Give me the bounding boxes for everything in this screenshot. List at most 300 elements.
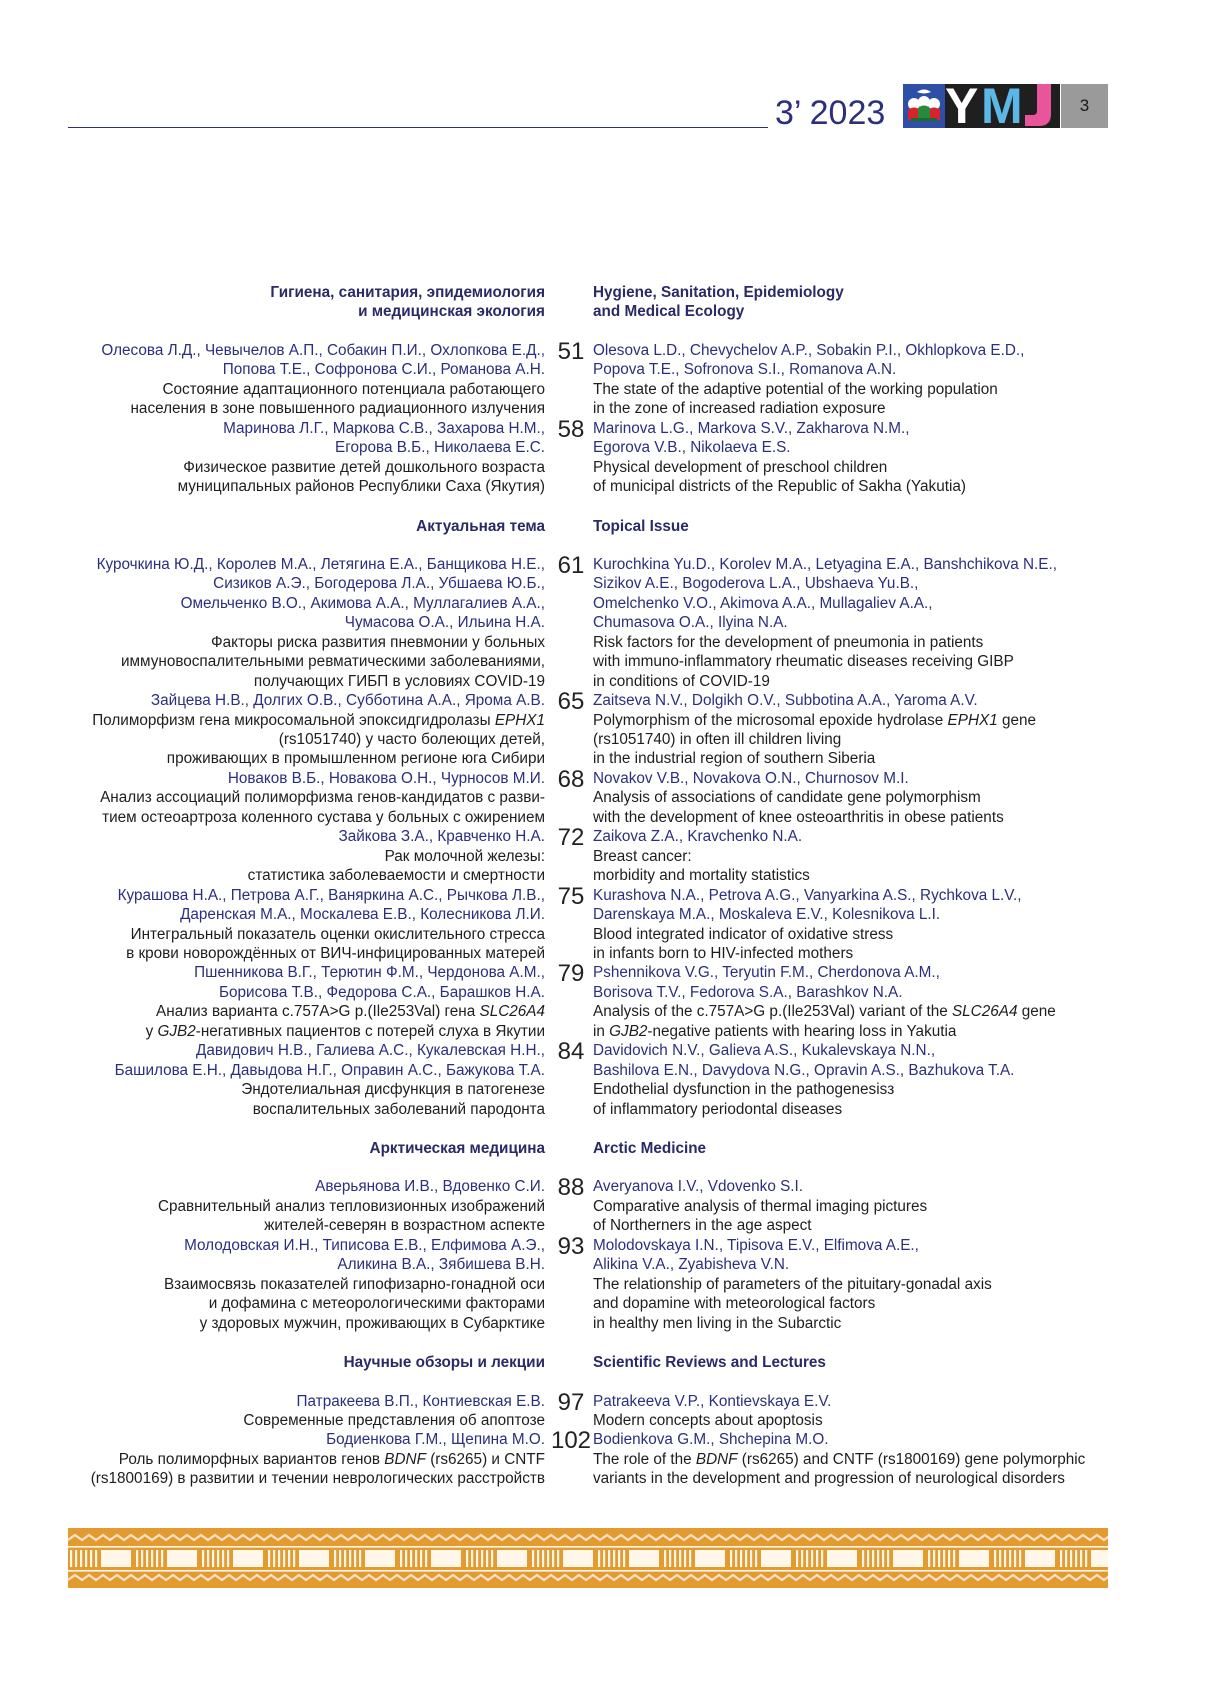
- ornament-block: [1025, 1550, 1055, 1567]
- ornament-bar: [755, 1550, 757, 1567]
- ornament-bar: [1009, 1550, 1011, 1567]
- ornament-bar: [425, 1550, 427, 1567]
- article-authors-en: Kurochkina Yu.D., Korolev M.A., Letyagina E.A., Banshchikova N.E.,: [593, 555, 1057, 573]
- ornament-bar: [141, 1550, 143, 1567]
- ornament-border-icon: [68, 1528, 1108, 1588]
- article-authors-ru: Курашова Н.А., Петрова А.Г., Ваняркина А.С., Рычкова Л.В.,: [117, 886, 545, 904]
- article-title-en: with the development of knee osteoarthritis in obese patients: [593, 808, 1004, 826]
- article-title-ru: тием остеоартроза коленного сустава у больных с ожирением: [102, 808, 545, 826]
- ornament-bar: [481, 1550, 483, 1567]
- ornament-bar: [750, 1550, 752, 1567]
- article-title-ru: воспалительных заболеваний пародонта: [252, 1100, 545, 1118]
- toc-line: [0, 788, 1208, 808]
- article-authors-ru: Аверьянова И.В., Вдовенко С.И.: [315, 1178, 545, 1196]
- toc-line: [0, 905, 1208, 925]
- toc-line: [0, 302, 1208, 322]
- article-title-en: Breast cancer:: [593, 847, 692, 865]
- ornament-bar: [217, 1550, 219, 1567]
- ornament-block: [893, 1550, 923, 1567]
- ornament-bar: [547, 1550, 549, 1567]
- ornament-bar: [90, 1550, 92, 1567]
- article-authors-ru: Аликина В.А., Зябишева В.Н.: [337, 1256, 545, 1274]
- italic-term: EPHX1: [494, 711, 545, 729]
- toc-line: [0, 337, 1208, 365]
- article-title-ru: Интегральный показатель оценки окислительного стресса: [130, 925, 545, 943]
- article-authors-en: Patrakeeva V.P., Kontievskaya E.V.: [593, 1392, 832, 1410]
- article-authors-ru: Борисова Т.В., Федорова С.А., Барашков Н.А.: [218, 983, 545, 1001]
- article-authors-en: Borisova T.V., Fedorova S.A., Barashkov N.A.: [593, 983, 903, 1001]
- article-title-en: morbidity and mortality statistics: [593, 867, 810, 885]
- toc-line: [0, 551, 1208, 579]
- article-authors-ru: Маринова Л.Г., Маркова С.В., Захарова Н.М.,: [223, 419, 545, 437]
- ornament-block: [563, 1550, 593, 1567]
- ornament-bar: [537, 1550, 539, 1567]
- section-heading-en: Arctic Medicine: [593, 1140, 707, 1157]
- ornament-bar: [420, 1550, 422, 1567]
- ornament-block: [233, 1550, 263, 1567]
- ornament-bar: [730, 1550, 732, 1567]
- ornament-block: [101, 1550, 131, 1567]
- ornament-bar: [1019, 1550, 1021, 1567]
- ornament-bar: [948, 1550, 950, 1567]
- ornament-bar: [410, 1550, 412, 1567]
- ornament-bar: [1014, 1550, 1016, 1567]
- ornament-bar: [679, 1550, 681, 1567]
- article-authors-en: Davidovich N.V., Galieva A.S., Kukalevskaya N.N.,: [593, 1042, 936, 1060]
- journal-logo: [903, 84, 1060, 128]
- article-authors-en: Kurashova N.A., Petrova A.G., Vanyarkina A.S., Rychkova L.V.,: [593, 886, 1022, 904]
- article-authors-en: Egorova V.B., Nikolaeva E.S.: [593, 439, 791, 457]
- article-title-ru: Анализ ассоциаций полиморфизма генов-кандидатов с разви-: [100, 789, 545, 807]
- ornament-line-top: [68, 1546, 1108, 1548]
- article-authors-ru: Пшенникова В.Г., Терютин Ф.М., Чердонова А.М.,: [194, 964, 545, 982]
- ornament-bar: [80, 1550, 82, 1567]
- ornament-block: [167, 1550, 197, 1567]
- toc-line: [0, 1100, 1208, 1120]
- section-heading-en: Scientific Reviews and Lectures: [593, 1354, 826, 1372]
- ornament-bar: [613, 1550, 615, 1567]
- article-authors-en: Averyanova I.V., Vdovenko S.I.: [593, 1178, 804, 1196]
- ornament-bar: [476, 1550, 478, 1567]
- ornament-bar: [938, 1550, 940, 1567]
- ornament-bar: [532, 1550, 534, 1567]
- article-title-en: The relationship of parameters of the pituitary-gonadal axis: [593, 1275, 992, 1293]
- toc-line: [0, 633, 1208, 653]
- page-number-link[interactable]: 79: [557, 960, 585, 988]
- ornament-bar: [202, 1550, 204, 1567]
- article-authors-en: Marinova L.G., Markova S.V., Zakharova N.M.,: [593, 419, 910, 437]
- issue-label: 3’ 2023: [775, 94, 886, 132]
- ornament-bar: [486, 1550, 488, 1567]
- ornament-bar: [1085, 1550, 1087, 1567]
- ornament-bar: [222, 1550, 224, 1567]
- italic-term: BDNF: [695, 1450, 738, 1468]
- article-authors-ru: Попова Т.Е., Софронова С.И., Романова А.Н.: [222, 361, 545, 379]
- ornament-bar: [212, 1550, 214, 1567]
- toc-line: [0, 765, 1208, 793]
- article-authors-en: Darenskaya M.A., Moskaleva E.V., Kolesnikova L.I.: [593, 906, 941, 924]
- ornament-bar: [1065, 1550, 1067, 1567]
- ornament-bar: [273, 1550, 275, 1567]
- ornament-bar: [207, 1550, 209, 1567]
- article-title-en: and dopamine with meteorological factors: [593, 1295, 876, 1313]
- ornament-bar: [603, 1550, 605, 1567]
- ornament-bar: [882, 1550, 884, 1567]
- page-number-link[interactable]: 88: [557, 1174, 585, 1202]
- toc-line: [0, 380, 1208, 400]
- toc-line: [0, 399, 1208, 419]
- article-title-en: in healthy men living in the Subarctic: [593, 1314, 842, 1332]
- toc-line: [0, 1353, 1208, 1373]
- toc-line: [0, 1255, 1208, 1275]
- section-heading-ru: и медицинская экология: [358, 303, 545, 321]
- emblem-icon: [903, 84, 945, 128]
- ornament-block: [827, 1550, 857, 1567]
- article-title-ru: Роль полиморфных вариантов генов BDNF (rs6265) и CNTF: [118, 1450, 545, 1468]
- ornament-bar: [862, 1550, 864, 1567]
- toc-line: [0, 1216, 1208, 1236]
- article-authors-ru: Новаков В.Б., Новакова О.Н., Чурносов М.И.: [227, 769, 545, 787]
- ornament-bar: [136, 1550, 138, 1567]
- ornament-bar: [806, 1550, 808, 1567]
- article-authors-ru: Курочкина Ю.Д., Королев М.А., Летягина Е.А., Банщикова Н.Е.,: [96, 555, 545, 573]
- ornament-bar: [70, 1550, 72, 1567]
- article-title-en: in GJB2-negative patients with hearing loss in Yakutia: [593, 1022, 957, 1040]
- toc-line: [0, 1080, 1208, 1100]
- article-title-ru: жителей-северян в возрастном аспекте: [264, 1217, 545, 1235]
- toc-line: [0, 438, 1208, 458]
- ornament-bar: [405, 1550, 407, 1567]
- article-title-en: in the industrial region of southern Siberia: [593, 750, 876, 768]
- toc-line: [0, 1139, 1208, 1159]
- ornament-bar: [344, 1550, 346, 1567]
- article-authors-ru: Чумасова О.А., Ильина Н.А.: [344, 614, 545, 632]
- toc-line: [0, 960, 1208, 988]
- article-authors-en: Sizikov A.E., Bogoderova L.A., Ubshaeva Yu.B.,: [593, 575, 919, 593]
- toc-line: [0, 594, 1208, 614]
- toc-line: [0, 925, 1208, 945]
- article-title-en: variants in the development and progression of neurological disorders: [593, 1470, 1065, 1488]
- toc-line: [0, 711, 1208, 731]
- ornament-bar: [801, 1550, 803, 1567]
- article-title-en: of Northerners in the age aspect: [593, 1217, 812, 1235]
- toc-line: [0, 882, 1208, 910]
- ornament-block: [431, 1550, 461, 1567]
- article-title-ru: Полиморфизм гена микросомальной эпоксидгидролазы EPHX1: [92, 711, 545, 729]
- ornament-bar: [552, 1550, 554, 1567]
- italic-term: SLC26A4: [479, 1003, 545, 1021]
- ornament-bar: [689, 1550, 691, 1567]
- ornament-bar: [151, 1550, 153, 1567]
- toc-line: [0, 730, 1208, 750]
- page-number-link[interactable]: 65: [557, 688, 585, 716]
- ornament-bar: [161, 1550, 163, 1567]
- page-number-link[interactable]: 93: [557, 1232, 585, 1260]
- article-authors-ru: Зайкова З.А., Кравченко Н.А.: [338, 828, 545, 846]
- section-heading-en: Topical Issue: [593, 517, 689, 535]
- article-title-ru: в крови новорождённых от ВИЧ-инфицированных матерей: [126, 944, 545, 962]
- ornament-bar: [1060, 1550, 1062, 1567]
- article-authors-en: Olesova L.D., Chevychelov A.P., Sobakin P.I., Okhlopkova E.D.,: [593, 341, 1025, 359]
- italic-term: GJB2: [157, 1022, 196, 1040]
- toc-line: [0, 1411, 1208, 1431]
- toc-line: [0, 824, 1208, 852]
- article-authors-en: Popova T.E., Sofronova S.I., Romanova A.N.: [593, 361, 897, 379]
- article-title-en: of inflammatory periodontal diseases: [593, 1100, 843, 1118]
- section-heading-en: Hygiene, Sanitation, Epidemiology: [593, 284, 844, 301]
- section-heading-ru: Актуальная тема: [416, 517, 545, 535]
- toc-line: [0, 517, 1208, 537]
- toc-line: [0, 1002, 1208, 1022]
- article-title-ru: населения в зоне повышенного радиационного излучения: [130, 400, 545, 418]
- page-number-link[interactable]: 75: [557, 882, 585, 910]
- ornament-bar: [349, 1550, 351, 1567]
- article-title-ru: муниципальных районов Республики Саха (Якутия): [177, 478, 545, 496]
- article-title-en: Polymorphism of the microsomal epoxide hydrolase EPHX1 gene: [593, 711, 1036, 729]
- article-title-en: Analysis of the c.757A>G p.(Ile253Val) variant of the SLC26A4 gene: [593, 1003, 1056, 1021]
- ornament-bar: [887, 1550, 889, 1567]
- toc-line: [0, 866, 1208, 886]
- ornament-bar: [557, 1550, 559, 1567]
- article-title-ru: Сравнительный анализ тепловизионных изображений: [157, 1197, 545, 1215]
- ornament-bar: [598, 1550, 600, 1567]
- ornament-bar: [156, 1550, 158, 1567]
- ornament-bar: [821, 1550, 823, 1567]
- italic-term: GJB2: [609, 1022, 648, 1040]
- ornament-block: [497, 1550, 527, 1567]
- page-number-box: 3: [1061, 84, 1108, 128]
- ornament-bar: [293, 1550, 295, 1567]
- page-number-link[interactable]: 58: [557, 415, 585, 443]
- toc-line: [0, 1450, 1208, 1470]
- article-title-ru: (rs1051740) у часто болеющих детей,: [278, 731, 545, 748]
- toc-line: [0, 477, 1208, 497]
- ornament-bar: [674, 1550, 676, 1567]
- toc-line: [0, 1197, 1208, 1217]
- ornament-bar: [75, 1550, 77, 1567]
- article-title-en: in the zone of increased radiation exposure: [593, 400, 886, 418]
- ornament-bar: [618, 1550, 620, 1567]
- toc-line: [0, 749, 1208, 769]
- article-authors-en: Molodovskaya I.N., Tipisova E.V., Elfimova A.E.,: [593, 1236, 919, 1254]
- ornament-block: [959, 1550, 989, 1567]
- toc-line: [0, 1022, 1208, 1042]
- ornament-bar: [339, 1550, 341, 1567]
- ornament-bar: [491, 1550, 493, 1567]
- toc-line: [0, 574, 1208, 594]
- article-authors-ru: Давидович Н.В., Галиева А.С., Кукалевская Н.Н.,: [195, 1042, 545, 1060]
- toc-line: [0, 672, 1208, 692]
- toc-line: [0, 1469, 1208, 1489]
- logo-letter-y: Y: [945, 84, 979, 128]
- ornament-bar: [664, 1550, 666, 1567]
- ornament-bar: [268, 1550, 270, 1567]
- toc-line: [0, 944, 1208, 964]
- ornament-bar: [288, 1550, 290, 1567]
- toc-line: [0, 1314, 1208, 1334]
- ornament-bar: [400, 1550, 402, 1567]
- ornament-block: [365, 1550, 395, 1567]
- section-heading-en: and Medical Ecology: [593, 303, 745, 321]
- ornament-block: [629, 1550, 659, 1567]
- article-title-ru: статистика заболеваемости и смертности: [247, 867, 545, 885]
- toc-line: [0, 1038, 1208, 1066]
- ornament-bar: [542, 1550, 544, 1567]
- ornament-bar: [227, 1550, 229, 1567]
- article-authors-ru: Бодиенкова Г.М., Щепина М.О.: [326, 1431, 545, 1449]
- page-number-link[interactable]: 84: [557, 1038, 585, 1066]
- ornament-bar: [354, 1550, 356, 1567]
- toc-line: [0, 458, 1208, 478]
- ornament-bar: [283, 1550, 285, 1567]
- article-authors-ru: Молодовская И.Н., Типисова Е.В., Елфимова А.Э.,: [184, 1236, 545, 1254]
- section-heading-ru: Научные обзоры и лекции: [343, 1354, 545, 1372]
- ornament-bar: [999, 1550, 1001, 1567]
- logo-letter-m: M: [981, 84, 1023, 128]
- toc-line: [0, 283, 1208, 303]
- toc-line: [0, 847, 1208, 867]
- ornament-block: [695, 1550, 725, 1567]
- ornament-bar: [811, 1550, 813, 1567]
- ornament-bar: [669, 1550, 671, 1567]
- article-authors-en: Novakov V.B., Novakova O.N., Churnosov M.I.: [593, 769, 909, 787]
- ornament-bar: [928, 1550, 930, 1567]
- toc-line: [0, 1427, 1208, 1455]
- ornament-bar: [608, 1550, 610, 1567]
- toc-line: [0, 360, 1208, 380]
- article-title-ru: Эндотелиальная дисфункция в патогенезе: [241, 1081, 545, 1099]
- article-title-ru: (rs1800169) в развитии и течении неврологических расстройств: [90, 1470, 545, 1488]
- ornament-bar: [471, 1550, 473, 1567]
- article-title-en: Modern concepts about apoptosis: [593, 1411, 823, 1429]
- ornament-bar: [1004, 1550, 1006, 1567]
- article-authors-en: Bashilova E.N., Davydova N.G., Opravin A.S., Bazhukova T.A.: [593, 1061, 1015, 1079]
- ornament-bar: [466, 1550, 468, 1567]
- section-heading-ru: Арктическая медицина: [369, 1140, 545, 1157]
- toc-line: [0, 1294, 1208, 1314]
- toc-line: [0, 652, 1208, 672]
- article-title-ru: Анализ варианта c.757A>G p.(Ile253Val) гена SLC26A4: [156, 1003, 545, 1021]
- page-number-link[interactable]: 68: [557, 765, 585, 793]
- ornament-bar: [872, 1550, 874, 1567]
- article-title-ru: иммуновоспалительными ревматическими заболеваниями,: [120, 653, 545, 671]
- ornament-bar: [867, 1550, 869, 1567]
- italic-term: EPHX1: [947, 711, 998, 729]
- ornament-bar: [623, 1550, 625, 1567]
- ornament-block: [299, 1550, 329, 1567]
- ornament-bar: [95, 1550, 97, 1567]
- toc-line: [0, 1388, 1208, 1416]
- article-title-en: The role of the BDNF (rs6265) and CNTF (rs1800169) gene polymorphic: [593, 1450, 1086, 1468]
- ornament-bar: [359, 1550, 361, 1567]
- italic-term: BDNF: [384, 1450, 426, 1468]
- ornament-bar: [877, 1550, 879, 1567]
- article-title-en: The state of the adaptive potential of the working population: [593, 380, 998, 398]
- article-authors-ru: Башилова Е.Н., Давыдова Н.Г., Оправин А.С., Бажукова Т.А.: [114, 1061, 545, 1079]
- article-title-en: Risk factors for the development of pneumonia in patients: [593, 633, 984, 651]
- article-title-ru: и дофамина с метеорологическими факторами: [208, 1295, 545, 1313]
- ornament-bar: [953, 1550, 955, 1567]
- article-title-en: with immuno-inflammatory rheumatic diseases receiving GIBP: [593, 653, 1014, 671]
- ornament-bar: [740, 1550, 742, 1567]
- article-title-ru: у здоровых мужчин, проживающих в Субарктике: [199, 1314, 545, 1332]
- toc-line: [0, 1174, 1208, 1202]
- article-authors-en: Pshennikova V.G., Teryutin F.M., Cherdonova A.M.,: [593, 964, 940, 982]
- article-title-ru: Современные представления об апоптозе: [243, 1411, 545, 1429]
- ornament-bar: [816, 1550, 818, 1567]
- article-authors-ru: Даренская М.А., Москалева Е.В., Колесникова Л.И.: [180, 906, 545, 924]
- ornament-bar: [1080, 1550, 1082, 1567]
- page-number-link[interactable]: 51: [557, 337, 585, 365]
- article-title-ru: получающих ГИБП в условиях COVID-19: [253, 672, 545, 690]
- article-authors-ru: Олесова Л.Д., Чевычелов А.П., Собакин П.И., Охлопкова Е.Д.,: [101, 341, 545, 359]
- ornament-bar: [85, 1550, 87, 1567]
- article-title-en: of municipal districts of the Republic of Sakha (Yakutia): [593, 478, 966, 496]
- article-title-ru: Взаимосвязь показателей гипофизарно-гонадной оси: [163, 1275, 545, 1293]
- header-rule: [68, 127, 768, 128]
- ornament-bar: [796, 1550, 798, 1567]
- article-authors-ru: Егорова В.Б., Николаева Е.С.: [335, 439, 545, 457]
- italic-term: SLC26A4: [951, 1003, 1018, 1021]
- toc-line: [0, 1232, 1208, 1260]
- toc-line: [0, 1275, 1208, 1295]
- ornament-bar: [684, 1550, 686, 1567]
- article-title-en: in infants born to HIV-infected mothers: [593, 944, 854, 962]
- ornament-bar: [334, 1550, 336, 1567]
- page-number-link[interactable]: 61: [557, 551, 585, 579]
- article-authors-ru: Зайцева Н.В., Долгих О.В., Субботина А.А., Ярома А.В.: [150, 692, 545, 710]
- page-number-link[interactable]: 102: [550, 1427, 592, 1455]
- article-title-en: Endothelial dysfunction in the pathogenesisз: [593, 1081, 895, 1099]
- article-title-ru: Рак молочной железы:: [384, 847, 545, 865]
- article-title-en: Analysis of associations of candidate gene polymorphism: [593, 789, 981, 807]
- page-number-link[interactable]: 72: [557, 824, 585, 852]
- article-title-ru: проживающих в промышленном регионе юга Сибири: [166, 750, 545, 768]
- ornament-block: [1091, 1550, 1108, 1567]
- article-title-en: Physical development of preschool children: [593, 458, 888, 476]
- toc-line: [0, 688, 1208, 716]
- article-authors-ru: Патракеева В.П., Контиевская Е.В.: [296, 1392, 545, 1410]
- ornament-bar: [146, 1550, 148, 1567]
- article-authors-en: Alikina V.A., Zyabisheva V.N.: [593, 1256, 790, 1274]
- ornament-line-bottom: [68, 1570, 1108, 1572]
- article-title-en: (rs1051740) in often ill children living: [593, 731, 842, 748]
- ornament-bar: [1070, 1550, 1072, 1567]
- ornament-bar: [278, 1550, 280, 1567]
- article-title-en: Comparative analysis of thermal imaging pictures: [593, 1197, 928, 1215]
- ornament-bar: [933, 1550, 935, 1567]
- article-title-en: in conditions of COVID-19: [593, 672, 770, 690]
- section-heading-ru: Гигиена, санитария, эпидемиология: [270, 284, 545, 301]
- page-number-link[interactable]: 97: [557, 1388, 585, 1416]
- article-authors-en: Bodienkova G.M., Shchepina M.O.: [593, 1431, 829, 1449]
- ornament-bar: [745, 1550, 747, 1567]
- ornament-bar: [994, 1550, 996, 1567]
- toc-line: [0, 613, 1208, 633]
- ornament-bar: [415, 1550, 417, 1567]
- article-authors-en: Omelchenko V.O., Akimova A.A., Mullagaliev A.A.,: [593, 594, 933, 612]
- toc-line: [0, 808, 1208, 828]
- ornament-block: [761, 1550, 791, 1567]
- article-authors-en: Zaitseva N.V., Dolgikh O.V., Subbotina A.A., Yaroma A.V.: [593, 692, 978, 710]
- toc-line: [0, 983, 1208, 1003]
- article-title-en: Blood integrated indicator of oxidative stress: [593, 925, 894, 943]
- ornament-bar: [735, 1550, 737, 1567]
- ornament-bar: [1075, 1550, 1077, 1567]
- article-authors-ru: Сизиков А.Э., Богодерова Л.А., Убшаева Ю.Б.,: [213, 575, 545, 593]
- article-authors-en: Zaikova Z.A., Kravchenko N.A.: [593, 828, 803, 846]
- article-authors-ru: Омельченко В.О., Акимова А.А., Муллагалиев А.А.,: [180, 594, 545, 612]
